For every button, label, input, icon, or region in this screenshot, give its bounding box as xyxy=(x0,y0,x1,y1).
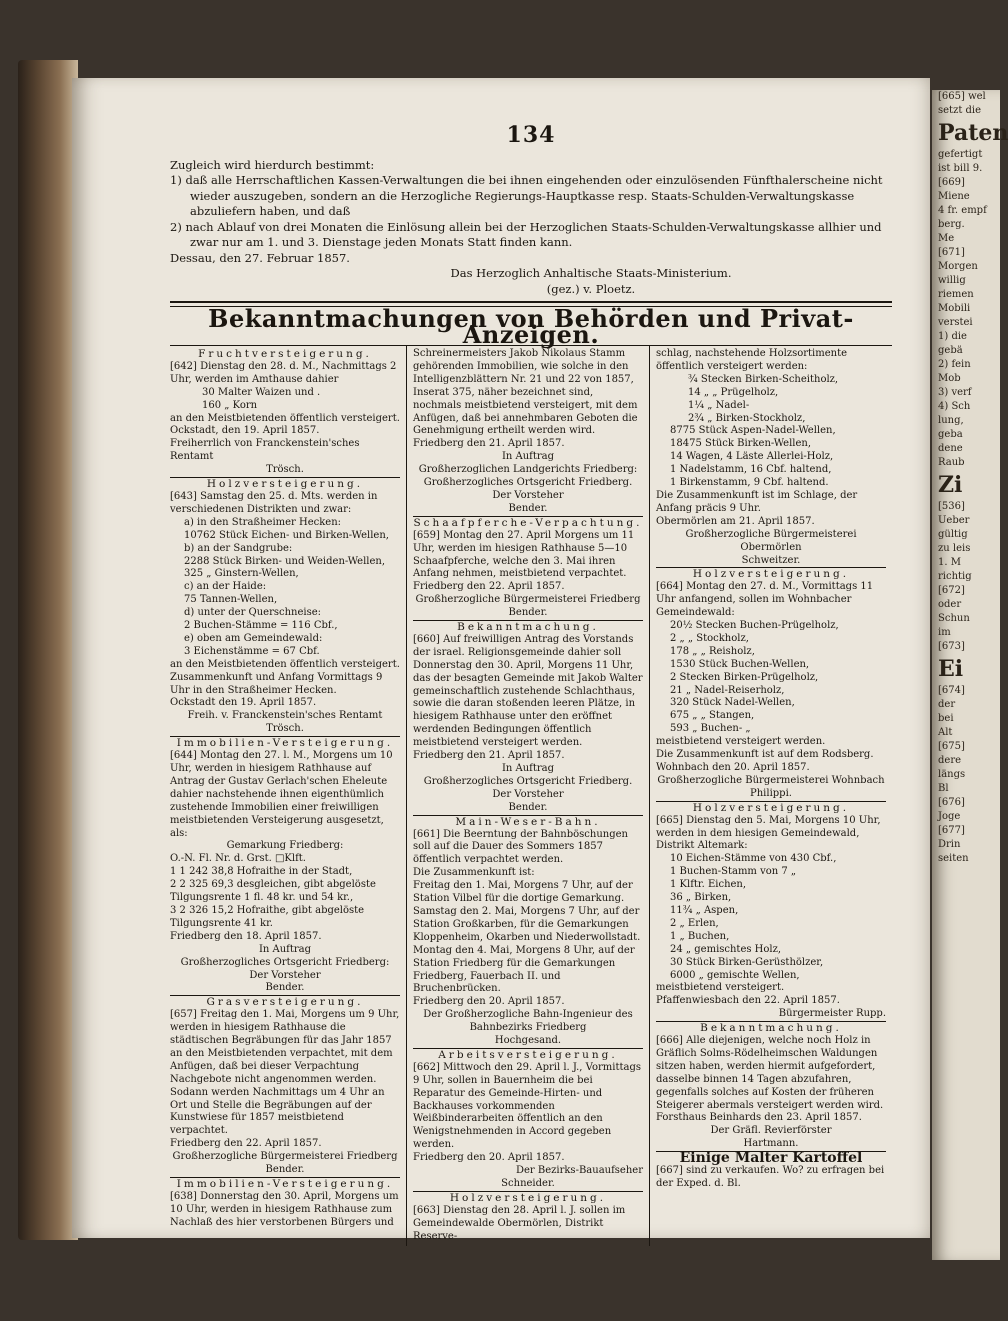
list-line: 30 Stück Birken-Gerüsthölzer, xyxy=(670,956,824,968)
list-line: 3 Eichenstämme = 67 Cbf. xyxy=(184,645,320,657)
list-line: 18475 Stück Birken-Wellen, xyxy=(670,438,812,450)
paragraph: Freiherrlich von Franckenstein'sches Rentamt xyxy=(170,438,360,463)
section-title: Holzversteigerung. xyxy=(206,478,364,491)
book-binding xyxy=(18,60,78,1240)
centered-line: Philippi. xyxy=(750,787,792,799)
paragraph: Montag den 4. Mai, Morgens 8 Uhr, auf der Station Friedberg für die Gemarkungen Friedberg, Fauerbach II. und Bruchenbrücken. xyxy=(413,944,635,995)
section-title: Arbeitsversteigerung. xyxy=(438,1048,618,1061)
list-line: c) an der Haide: xyxy=(184,581,267,593)
adjacent-page-fragment: 2) fein xyxy=(938,359,971,370)
column-1 xyxy=(170,346,406,1246)
centered-line: Großherzogliche Bürgermeisterei Wohnbach xyxy=(657,774,885,786)
list-line: 593 „ Buchen- „ xyxy=(670,723,751,735)
right-line: Bürgermeister Rupp. xyxy=(778,1008,886,1020)
adjacent-page-fragment: gültig xyxy=(938,529,968,540)
adjacent-page-fragment: geba xyxy=(938,429,963,440)
list-line: 6000 „ gemischte Wellen, xyxy=(670,969,800,981)
paragraph: [666] Alle diejenigen, welche noch Holz in Gräflich Solms-Rödelheimschen Waldungen sitzen haben, werden hiermit aufgefordert, dasselbe binnen 14 Tagen abzufahren, gegenfalls solches auf Kosten der früheren Steigerer abermals versteigert werden wird. xyxy=(656,1035,884,1111)
adjacent-page-fragment: ist bill 9. xyxy=(938,163,983,174)
centered-line: Der Vorsteher xyxy=(492,489,564,501)
paragraph: Pfaffenwiesbach den 22. April 1857. xyxy=(656,995,840,1007)
paragraph: schlag, nachstehende Holzsortimente öffentlich versteigert werden: xyxy=(656,348,848,372)
centered-line: Trösch. xyxy=(266,723,304,735)
paragraph: Ockstadt den 19. April 1857. xyxy=(170,697,317,709)
centered-line: Bender. xyxy=(508,607,548,619)
section-title: Immobilien-Versteigerung. xyxy=(176,1178,394,1190)
list-line: 1 Nadelstamm, 16 Cbf. haltend, xyxy=(670,464,832,476)
paragraph: Samstag den 2. Mai, Morgens 7 Uhr, auf der Station Großkarben, für die Gemarkungen Kloppenheim, Okarben und Niederwollstadt. xyxy=(413,905,641,943)
adjacent-page-fragment: [673] xyxy=(938,641,965,652)
adjacent-page-fragment: oder xyxy=(938,599,962,610)
list-line: 14 „ „ Prügelholz, xyxy=(688,386,779,398)
paragraph: [667] sind zu verkaufen. Wo? zu erfragen bei der Exped. d. Bl. xyxy=(656,1165,885,1189)
centered-line: Großherzogliche Bürgermeisterei Friedberg xyxy=(415,594,641,606)
intro-lead: Zugleich wird hierdurch bestimmt: xyxy=(170,157,375,172)
adjacent-page-fragment: 4) Sch xyxy=(938,401,971,412)
paragraph: [657] Freitag den 1. Mai, Morgens um 9 Uhr, werden in hiesigem Rathhause die städtischen Begräbungen für das Jahr 1857 an den Meistbietenden verpachtet, mit dem Anfügen, daß bei dieser Verpachtung Nachgebote nicht angenommen werden. xyxy=(170,1009,400,1085)
list-line: 320 Stück Nadel-Wellen, xyxy=(670,697,795,709)
adjacent-page-fragment: Zi xyxy=(938,472,963,498)
intro-item-2: 2) nach Ablauf von drei Monaten die Einlösung allein bei der Herzoglichen Staats-Schulden-Verwaltungskasse allhier und zwar nur am 1. und 3. Dienstage jeden Monats Statt finden kann. xyxy=(170,219,882,249)
list-line: 10762 Stück Eichen- und Birken-Wellen, xyxy=(184,529,389,541)
adjacent-page-fragment: riemen xyxy=(938,289,974,300)
list-line: a) in den Straßheimer Hecken: xyxy=(184,516,342,528)
adjacent-page-fragment: [536] xyxy=(938,501,965,512)
section-title: Holzversteigerung. xyxy=(692,801,850,814)
centered-line: Großherzogliches Ortsgericht Friedberg. xyxy=(423,477,633,489)
centered-line: Der Großherzogliche Bahn-Ingenieur des Bahnbezirks Friedberg xyxy=(423,1009,633,1034)
list-line: 2 „ Erlen, xyxy=(670,917,719,929)
list-line: 1 „ Buchen, xyxy=(670,930,730,942)
centered-line: Hochgesand. xyxy=(494,1035,562,1047)
paragraph: an den Meistbietenden öffentlich versteigert. xyxy=(170,412,400,424)
paragraph: 1 1 242 38,8 Hofraithe in der Stadt, xyxy=(170,866,353,878)
section-title: Fruchtversteigerung. xyxy=(198,348,372,360)
list-line: 2288 Stück Birken- und Weiden-Wellen, xyxy=(184,555,386,567)
adjacent-page-fragment: lung, xyxy=(938,415,964,426)
list-line: 1 Birkenstamm, 9 Cbf. haltend. xyxy=(670,477,829,489)
adjacent-page-fragment: Paten xyxy=(938,120,1008,146)
adjacent-page-fragment: Bl xyxy=(938,783,949,794)
adjacent-page-fragment: berg. xyxy=(938,219,965,230)
paragraph: [662] Mittwoch den 29. April l. J., Vormittags 9 Uhr, sollen in Bauernheim die bei Reparatur des Gemeinde-Hirten- und Backhauses vorkommenden Weißbinderarbeiten öffentlich an den Wenigstnehmenden in Accord gegeben werden. xyxy=(413,1061,641,1151)
centered-line: In Auftrag xyxy=(258,943,312,955)
intro-decree xyxy=(170,158,892,298)
paragraph: 3 2 326 15,2 Hofraithe, gibt abgelöste Tilgungsrente 41 kr. xyxy=(170,904,365,929)
list-line: 1530 Stück Buchen-Wellen, xyxy=(670,658,810,670)
section-title: Holzversteigerung. xyxy=(692,568,850,581)
list-line: 24 „ gemischtes Holz, xyxy=(670,943,782,955)
adjacent-page-fragment: Morgen xyxy=(938,261,978,272)
adjacent-page-fragment: [677] xyxy=(938,825,965,836)
list-line: 75 Tannen-Wellen, xyxy=(184,594,278,606)
adjacent-page-fragment: 1. M xyxy=(938,557,961,568)
list-line: 160 „ Korn xyxy=(202,399,258,411)
adjacent-page-fragment: [665] wel xyxy=(938,91,986,102)
adjacent-page-fragment: setzt die xyxy=(938,105,982,116)
adjacent-page-fragment: Mob xyxy=(938,373,961,384)
adjacent-page-fragment: bei xyxy=(938,713,954,724)
centered-line: Trösch. xyxy=(266,464,304,476)
column-2 xyxy=(406,346,649,1246)
paragraph: Forsthaus Beinhards den 23. April 1857. xyxy=(656,1112,862,1124)
centered-line: Der Vorsteher xyxy=(249,969,321,981)
adjacent-page-fragment: Miene xyxy=(938,191,970,202)
paragraph: meistbietend versteigert. xyxy=(656,982,785,994)
paragraph: [664] Montag den 27. d. M., Vormittags 11 Uhr anfangend, sollen im Wohnbacher Gemeindewald: xyxy=(656,581,874,619)
paragraph: Die Zusammenkunft ist: xyxy=(413,867,535,879)
section-title: Holzversteigerung. xyxy=(449,1191,607,1204)
section-title: Schaafpferche-Verpachtung. xyxy=(413,516,643,529)
right-line: Der Bezirks-Bauaufseher xyxy=(515,1165,643,1177)
adjacent-page-fragment: Ei xyxy=(938,656,964,682)
centered-line: Freih. v. Franckenstein'sches Rentamt xyxy=(187,710,383,722)
adjacent-page-fragment: seiten xyxy=(938,853,969,864)
adjacent-page-fragment: Joge xyxy=(938,811,961,822)
centered-line: Schweitzer. xyxy=(741,554,801,566)
intro-item-1: 1) daß alle Herrschaftlichen Kassen-Verwaltungen die bei ihnen eingehenden oder einzulösenden Fünfthalerscheine nicht wieder auszugeben, sondern an die Herzogliche Regierungs-Hauptkasse resp. Staats-Schulden-Verwaltungskasse abzuliefern haben, und daß xyxy=(170,173,883,218)
page-content xyxy=(170,118,892,1246)
paragraph: [659] Montag den 27. April Morgens um 11 Uhr, werden im hiesigen Rathhause 5—10 Schaafpferche, welche den 3. Mai ihren Anfang nehmen, meistbietend verpachtet. xyxy=(413,529,635,580)
section-title: Bekanntmachung. xyxy=(700,1022,842,1035)
headline-rule-top xyxy=(170,301,892,303)
column-3 xyxy=(649,346,892,1246)
paragraph: [665] Dienstag den 5. Mai, Morgens 10 Uhr, werden in dem hiesigen Gemeindewald, Distrikt Altemark: xyxy=(656,814,881,852)
adjacent-page-fragment: Mobili xyxy=(938,303,971,314)
adjacent-page-fragment: [676] xyxy=(938,797,965,808)
intro-signature: (gez.) v. Ploetz. xyxy=(546,281,636,296)
centered-line: Bender. xyxy=(508,801,548,813)
list-line: ¾ Stecken Birken-Scheitholz, xyxy=(688,373,839,385)
adjacent-page-fragment: 4 fr. empf xyxy=(938,205,987,216)
adjacent-page-fragment: [671] xyxy=(938,247,965,258)
list-line: d) unter der Querschneise: xyxy=(184,607,322,619)
paragraph: Freitag den 1. Mai, Morgens 7 Uhr, auf der Station Vilbel für die dortige Gemarkung. xyxy=(413,880,633,905)
centered-line: Bender. xyxy=(508,502,548,514)
list-line: 325 „ Ginstern-Wellen, xyxy=(184,568,299,580)
list-line: 10 Eichen-Stämme von 430 Cbf., xyxy=(670,853,837,865)
paragraph: [638] Donnerstag den 30. April, Morgens um 10 Uhr, werden in hiesigem Rathhause zum Nachlaß des hier verstorbenen Bürgers und xyxy=(170,1190,399,1228)
paragraph: [663] Dienstag den 28. April l. J. sollen im Gemeindewalde Obermörlen, Distrikt Reserve- xyxy=(413,1204,626,1242)
adjacent-page-fragment: dene xyxy=(938,443,963,454)
adjacent-page-fragment: 3) verf xyxy=(938,387,972,398)
adjacent-page-fragment: im xyxy=(938,627,951,638)
ad-title: Einige Malter Kartoffel xyxy=(679,1150,863,1167)
list-line: 36 „ Birken, xyxy=(670,892,732,904)
list-line: 1 Klftr. Eichen, xyxy=(670,879,747,891)
centered-line: Der Vorsteher xyxy=(492,788,564,800)
list-line: 2 Buchen-Stämme = 116 Cbf., xyxy=(184,620,338,632)
intro-authority: Das Herzoglich Anhaltische Staats-Ministerium. xyxy=(450,266,732,280)
adjacent-page-fragment: Me xyxy=(938,233,955,244)
list-line: 178 „ „ Reisholz, xyxy=(670,645,755,657)
section-title: Immobilien-Versteigerung. xyxy=(176,737,394,750)
announcement-columns xyxy=(170,345,892,1246)
paragraph: [642] Dienstag den 28. d. M., Nachmittags 2 Uhr, werden im Amthause dahier xyxy=(170,360,397,385)
list-line: 20½ Stecken Buchen-Prügelholz, xyxy=(670,620,839,632)
list-line: 11¾ „ Aspen, xyxy=(670,904,739,916)
centered-line: Bender. xyxy=(265,1164,305,1176)
centered-line: Hartmann. xyxy=(743,1138,799,1150)
adjacent-page-fragment: Raub xyxy=(938,457,965,468)
list-line: 8775 Stück Aspen-Nadel-Wellen, xyxy=(670,425,836,437)
paragraph: Sodann werden Nachmittags um 4 Uhr an Ort und Stelle die Begräbungen auf der Kunstwiese für 1857 meistbietend verpachtet. xyxy=(170,1086,385,1137)
centered-line: Schneider. xyxy=(501,1178,555,1189)
paragraph: Friedberg den 22. April 1857. xyxy=(413,581,565,593)
paragraph: Friedberg den 20. April 1857. xyxy=(413,996,565,1008)
paragraph: [661] Die Beerntung der Bahnböschungen soll auf die Dauer des Sommers 1857 öffentlich verpachtet werden. xyxy=(413,828,628,866)
centered-line: Großherzogliches Ortsgericht Friedberg: xyxy=(180,956,390,968)
paragraph: Ockstadt, den 19. April 1857. xyxy=(170,425,320,437)
adjacent-page-fragment: Drin xyxy=(938,839,961,850)
adjacent-page-fragment: [674] xyxy=(938,685,965,696)
centered-line: Gemarkung Friedberg: xyxy=(226,840,344,852)
paragraph: Wohnbach den 20. April 1857. xyxy=(656,762,810,773)
adjacent-page-fragment: dere xyxy=(938,755,962,766)
paragraph: [643] Samstag den 25. d. Mts. werden in verschiedenen Distrikten und zwar: xyxy=(170,490,378,515)
paragraph: meistbietend versteigert werden. xyxy=(656,736,826,748)
paragraph: Zusammenkunft und Anfang Vormittags 9 Uhr in den Straßheimer Hecken. xyxy=(170,671,383,696)
centered-line: Großherzogliche Bürgermeisterei Obermörlen xyxy=(685,528,857,553)
list-line: b) an der Sandgrube: xyxy=(184,542,293,554)
adjacent-page-fragment: Alt xyxy=(938,727,953,738)
list-line: 1 Buchen-Stamm von 7 „ xyxy=(670,866,797,878)
newspaper-page xyxy=(72,78,930,1242)
list-line: 30 Malter Waizen und . xyxy=(202,386,321,398)
intro-place-date: Dessau, den 27. Februar 1857. xyxy=(170,250,350,265)
centered-line: Großherzogliche Bürgermeisterei Friedberg xyxy=(172,1151,398,1163)
paragraph: [644] Montag den 27. l. M., Morgens um 10 Uhr, werden in hiesigem Rathhause auf Antrag der Gustav Gerlach'schen Eheleute dahier nachstehende ihnen eigenthümlich zustehende Immobilien einer freiwilligen meistbietenden Versteigerung ausgesetzt, als: xyxy=(170,750,393,839)
paragraph: Friedberg den 20. April 1857. xyxy=(413,1152,565,1164)
section-title: Bekanntmachung. xyxy=(457,621,599,634)
paragraph: Obermörlen am 21. April 1857. xyxy=(656,515,815,527)
list-line: e) oben am Gemeindewald: xyxy=(184,632,323,644)
paragraph: O.-N. Fl. Nr. d. Grst. □Klft. xyxy=(170,853,306,865)
adjacent-page-fragment: 1) die xyxy=(938,331,967,342)
paragraph: [660] Auf freiwilligen Antrag des Vorstands der israel. Religionsgemeinde dahier soll Donnerstag den 30. April, Morgens 11 Uhr, das der besagten Gemeinde mit Jakob Walter gemeinschaftlich zustehende Schlachthaus, sowie die daran stoßenden leeren Plätze, in hiesigem Rathhause unter den eröffnet werdenden Bedingungen öffentlich meistbietend versteigert werden. xyxy=(413,633,643,749)
section-title: Grasversteigerung. xyxy=(206,996,364,1009)
adjacent-page-fragment: [672] xyxy=(938,585,965,596)
page-number: 134 xyxy=(506,122,556,148)
paragraph: Friedberg den 18. April 1857. xyxy=(170,930,322,942)
adjacent-page-fragment: zu leis xyxy=(938,543,971,554)
centered-line: Großherzoglichen Landgerichts Friedberg: xyxy=(418,464,638,476)
adjacent-page-fragment: willig xyxy=(938,275,966,286)
list-line: 1¼ „ Nadel- xyxy=(688,399,750,411)
paragraph: 2 2 325 69,3 desgleichen, gibt abgelöste Tilgungsrente 1 fl. 48 kr. und 54 kr., xyxy=(170,879,376,904)
paragraph: Friedberg den 21. April 1857. xyxy=(413,438,565,450)
list-line: 2¾ „ Birken-Stockholz, xyxy=(688,412,806,424)
list-line: 2 Stecken Birken-Prügelholz, xyxy=(670,671,819,683)
section-headline: Bekanntmachungen von Behörden und Privat-Anzeigen. xyxy=(208,304,854,349)
paragraph: Die Zusammenkunft ist auf dem Rodsberg. xyxy=(656,749,874,761)
adjacent-page-fragment: gefertigt xyxy=(938,149,983,160)
section-title: Main-Weser-Bahn. xyxy=(455,815,601,828)
list-line: 675 „ „ Stangen, xyxy=(670,710,755,722)
adjacent-page-fragment: richtig xyxy=(938,571,972,582)
paragraph: an den Meistbietenden öffentlich versteigert. xyxy=(170,658,400,670)
adjacent-page-fragment: der xyxy=(938,699,956,710)
adjacent-page-fragment: Schun xyxy=(938,613,970,624)
centered-line: Bender. xyxy=(265,982,305,994)
centered-line: In Auftrag xyxy=(501,763,555,774)
paragraph: Schreinermeisters Jakob Nikolaus Stamm gehörenden Immobilien, wie solche in den Intelligenzblättern Nr. 21 und 22 von 1857, Inserat 375, näher bezeichnet sind, nochmals meistbietend versteigert, mit dem Anfügen, daß bei annehmbaren Geboten die Genehmigung ertheilt werden wird. xyxy=(413,348,638,437)
centered-line: Großherzogliches Ortsgericht Friedberg. xyxy=(423,775,633,787)
adjacent-page-fragment: [675] xyxy=(938,741,965,752)
centered-line: In Auftrag xyxy=(501,451,555,463)
list-line: 2 „ „ Stockholz, xyxy=(670,632,749,644)
adjacent-page-fragment: [669] xyxy=(938,177,965,188)
paragraph: Friedberg den 22. April 1857. xyxy=(170,1138,322,1150)
adjacent-page-fragment: Ueber xyxy=(938,515,970,526)
adjacent-page-edge xyxy=(932,90,1008,1260)
adjacent-page-fragment: gebä xyxy=(938,345,963,356)
paragraph: Die Zusammenkunft ist im Schlage, der Anfang präcis 9 Uhr. xyxy=(656,489,858,514)
centered-line: Der Gräfl. Revierförster xyxy=(710,1125,832,1137)
adjacent-page-fragment: verstei xyxy=(938,317,973,328)
list-line: 21 „ Nadel-Reiserholz, xyxy=(670,684,785,696)
list-line: 14 Wagen, 4 Läste Allerlei-Holz, xyxy=(670,451,834,463)
paragraph: Friedberg den 21. April 1857. xyxy=(413,750,565,762)
adjacent-page-fragment: längs xyxy=(938,769,966,780)
